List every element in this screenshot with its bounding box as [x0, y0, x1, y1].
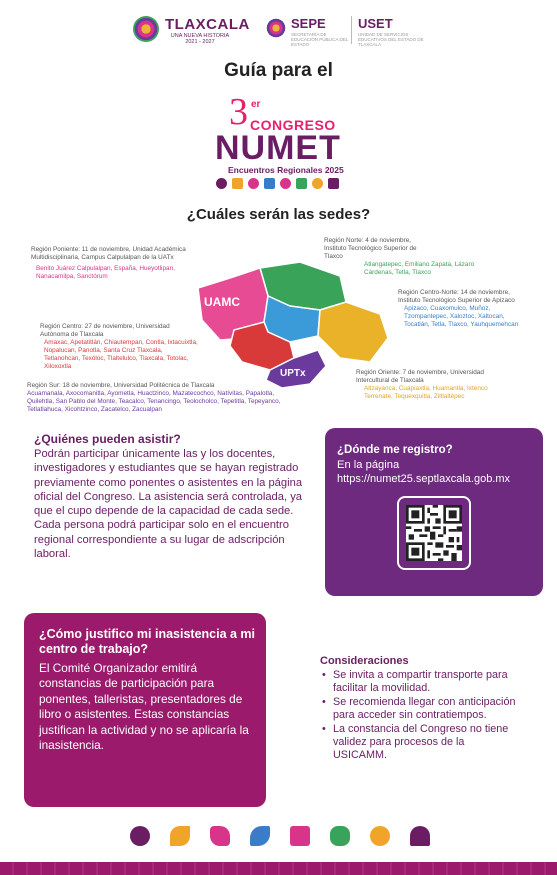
congress-suffix: er	[251, 99, 261, 110]
congress-mini-icon	[264, 178, 275, 189]
region-oriente-head: Región Oriente: 7 de noviembre, Universidad Intercultural de Tlaxcala	[356, 369, 484, 384]
region-centro-norte-list: Apizaco, Cuaxomulco, Muñoz, Tzompantepec, Xaloztoc, Xaltocan, Tocatlán, Tetla, Tlaxco, Yauhquemehcan	[404, 305, 519, 328]
congress-mini-icon	[328, 178, 339, 189]
footer-bar	[0, 862, 557, 875]
star-square-icon	[290, 826, 310, 846]
consideraciones-item: • Se invita a compartir transporte para facilitar la movilidad.	[320, 669, 520, 696]
justifico-title: ¿Cómo justifico mi inasistencia a mi centro de trabajo?	[39, 627, 256, 656]
qr-frame	[397, 496, 471, 570]
region-centro-list: Amaxac, Apetatitlán, Chiautempan, Contla, Ixtacuixtla, Nopalucan, Panotla, Santa Cruz Tlaxcala, Tetlanohcan, Texóloc, Tlaltelulco, Tlaxcala, Totolac, Xiloxoxtla	[44, 339, 198, 370]
congress-mini-icon	[248, 178, 259, 189]
map-label-poniente: UAMC	[204, 295, 240, 309]
congress-mini-icon	[216, 178, 227, 189]
region-centro-head: Región Centro: 27 de noviembre, Universidad Autónoma de Tlaxcala	[40, 323, 170, 338]
congress-mini-icon	[232, 178, 243, 189]
clover-icon	[330, 826, 350, 846]
bird-icon	[410, 826, 430, 846]
region-centro-norte-head: Región Centro-Norte: 14 de noviembre, Instituto Tecnológico Superior de Apizaco	[398, 289, 515, 304]
quien-body: Podrán participar únicamente las y los docentes, investigadores y estudiantes que se hayan registrado previamente como ponentes o asistentes en la página oficial del Congreso. La asistencia será controlada, ya que el cupo depende de la capacidad de cada sede. Cada persona podrá participar solo en el encuentro regional correspondiente a su lugar de adscripción laboral.	[34, 448, 303, 561]
sepe-subtitle: SECRETARÍA DE EDUCACIÓN PÚBLICA DEL ESTADO	[291, 32, 349, 47]
congress-number: 3	[229, 91, 248, 133]
region-oriente	[356, 369, 496, 401]
congress-subtitle: Encuentros Regionales 2025	[228, 165, 344, 175]
consideraciones-list	[320, 669, 520, 763]
leaf-icon	[250, 826, 270, 846]
registro-title: ¿Dónde me registro?	[337, 444, 453, 456]
pinwheel-icon	[170, 826, 190, 846]
tlaxcala-tagline: UNA NUEVA HISTORIA 2021 - 2027	[170, 33, 230, 45]
quien-section	[34, 432, 312, 561]
region-centro	[40, 323, 200, 371]
spiral-icon	[130, 826, 150, 846]
sun-icon	[370, 826, 390, 846]
congress-name: NUMET	[215, 129, 341, 167]
consideraciones-section	[320, 655, 520, 763]
congress-icon-row	[216, 178, 342, 192]
congress-mini-icon	[296, 178, 307, 189]
qr-code-icon[interactable]	[406, 505, 462, 561]
registro-url-link[interactable]: https://numet25.septlaxcala.gob.mx	[337, 473, 511, 485]
region-sur-head: Región Sur: 18 de noviembre, Universidad Politécnica de Tlaxcala	[27, 382, 215, 389]
sepe-name: SEPE	[291, 16, 326, 31]
uset-subtitle: UNIDAD DE SERVICIOS EDUCATIVOS DEL ESTADO DE TLAXCALA	[358, 32, 424, 47]
map-label-sur: UPTx	[280, 368, 306, 379]
tlaxcala-name: TLAXCALA	[165, 16, 250, 33]
region-poniente-list: Benito Juárez Calpulalpan, España, Hueyotlipan, Nanacamilpa, Sanctórum	[36, 265, 175, 280]
region-norte	[324, 237, 514, 277]
uset-name: USET	[358, 16, 393, 31]
congress-mini-icon	[312, 178, 323, 189]
guide-title: Guía para el	[224, 60, 333, 81]
region-oriente-list: Altzayanca, Cuapiaxtla, Huamantla, Ixtenco Terrenate, Tequexquitla, Ziltlaltépec	[364, 385, 488, 400]
consideraciones-item: • La constancia del Congreso no tiene validez para procesos de la USICAMM.	[320, 723, 520, 763]
region-sur	[27, 382, 299, 414]
region-norte-list: Atlangatepec, Emiliano Zapata, Lázaro Cárdenas, Tetla, Tlaxco	[364, 261, 475, 276]
quien-title: ¿Quiénes pueden asistir?	[34, 432, 181, 446]
consideraciones-title: Consideraciones	[320, 655, 409, 667]
bottom-icon-row	[130, 826, 430, 850]
registro-line: En la página	[337, 459, 400, 471]
justifico-card	[24, 613, 266, 807]
region-norte-head: Región Norte: 4 de noviembre, Instituto Tecnológico Superior de Tlaxco	[324, 237, 417, 260]
region-sur-list: Acuamanala, Axocomanitla, Ayometla, Huactzinco, Mazatecochco, Natívitas, Papalotla, Quilehtla, San Pablo del Monte, Teacalco, Tenancingo, Teolocholco, Tepetitla, Tepeyanco, Tetlatlahuca, Xicohtzinco, Zacatelco, Zacualpan	[27, 390, 281, 413]
congress-mini-icon	[280, 178, 291, 189]
consideraciones-item: • Se recomienda llegar con anticipación para acceder sin contratiempos.	[320, 696, 520, 723]
map-region-oriente	[318, 302, 388, 362]
registro-card	[325, 428, 543, 596]
region-poniente-head: Región Poniente: 11 de noviembre, Unidad Académica Multidisciplinaria, Campus Calpulalpan de la UATx	[31, 246, 186, 261]
justifico-body: El Comité Organizador emitirá constancias de participación para ponentes, talleristas, presentadores de libro o asistentes. Estas constancias justifican la actividad y no se aplicaría la inasistencia.	[39, 661, 249, 753]
butterfly-icon	[210, 826, 230, 846]
region-poniente	[31, 246, 219, 281]
sedes-title: ¿Cuáles serán las sedes?	[186, 206, 371, 223]
congress-logo	[0, 0, 557, 200]
congress-word: CONGRESO	[250, 117, 336, 133]
region-centro-norte	[398, 289, 528, 329]
